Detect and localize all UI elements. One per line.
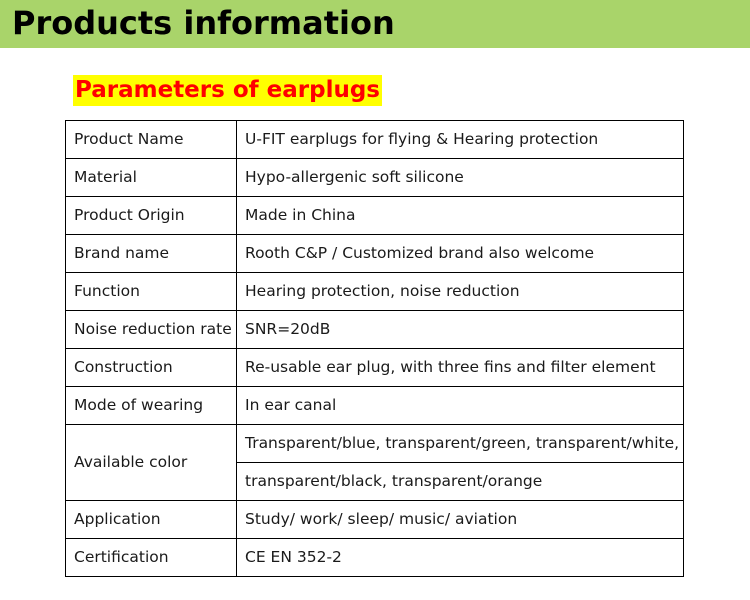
row-value: Rooth C&P / Customized brand also welcome bbox=[237, 235, 684, 273]
page-title: Products information bbox=[12, 4, 395, 42]
table-row bbox=[66, 197, 684, 235]
row-label: Function bbox=[66, 273, 237, 311]
row-label: Application bbox=[66, 501, 237, 539]
row-label: Available color bbox=[66, 425, 237, 501]
row-value: transparent/black, transparent/orange bbox=[237, 463, 684, 501]
row-label: Mode of wearing bbox=[66, 387, 237, 425]
row-value: Made in China bbox=[237, 197, 684, 235]
row-label: Product Origin bbox=[66, 197, 237, 235]
table-row bbox=[66, 387, 684, 425]
row-label: Construction bbox=[66, 349, 237, 387]
row-value: U-FIT earplugs for flying & Hearing protection bbox=[237, 121, 684, 159]
table-row bbox=[66, 425, 684, 463]
table-row bbox=[66, 539, 684, 577]
table-row bbox=[66, 121, 684, 159]
row-value: SNR=20dB bbox=[237, 311, 684, 349]
table-row bbox=[66, 501, 684, 539]
row-label: Brand name bbox=[66, 235, 237, 273]
section-title: Parameters of earplugs bbox=[73, 75, 382, 106]
row-value: CE EN 352-2 bbox=[237, 539, 684, 577]
row-value: Transparent/blue, transparent/green, transparent/white, bbox=[237, 425, 684, 463]
table-row bbox=[66, 159, 684, 197]
row-value: Hypo-allergenic soft silicone bbox=[237, 159, 684, 197]
table-row bbox=[66, 273, 684, 311]
row-label: Product Name bbox=[66, 121, 237, 159]
row-value: In ear canal bbox=[237, 387, 684, 425]
table-row bbox=[66, 311, 684, 349]
row-label: Material bbox=[66, 159, 237, 197]
header-banner bbox=[0, 0, 750, 48]
table-row bbox=[66, 349, 684, 387]
table-row bbox=[66, 235, 684, 273]
row-value: Re-usable ear plug, with three fins and filter element bbox=[237, 349, 684, 387]
row-label: Certification bbox=[66, 539, 237, 577]
row-label: Noise reduction rate bbox=[66, 311, 237, 349]
row-value: Study/ work/ sleep/ music/ aviation bbox=[237, 501, 684, 539]
row-value: Hearing protection, noise reduction bbox=[237, 273, 684, 311]
parameters-table bbox=[65, 120, 684, 577]
